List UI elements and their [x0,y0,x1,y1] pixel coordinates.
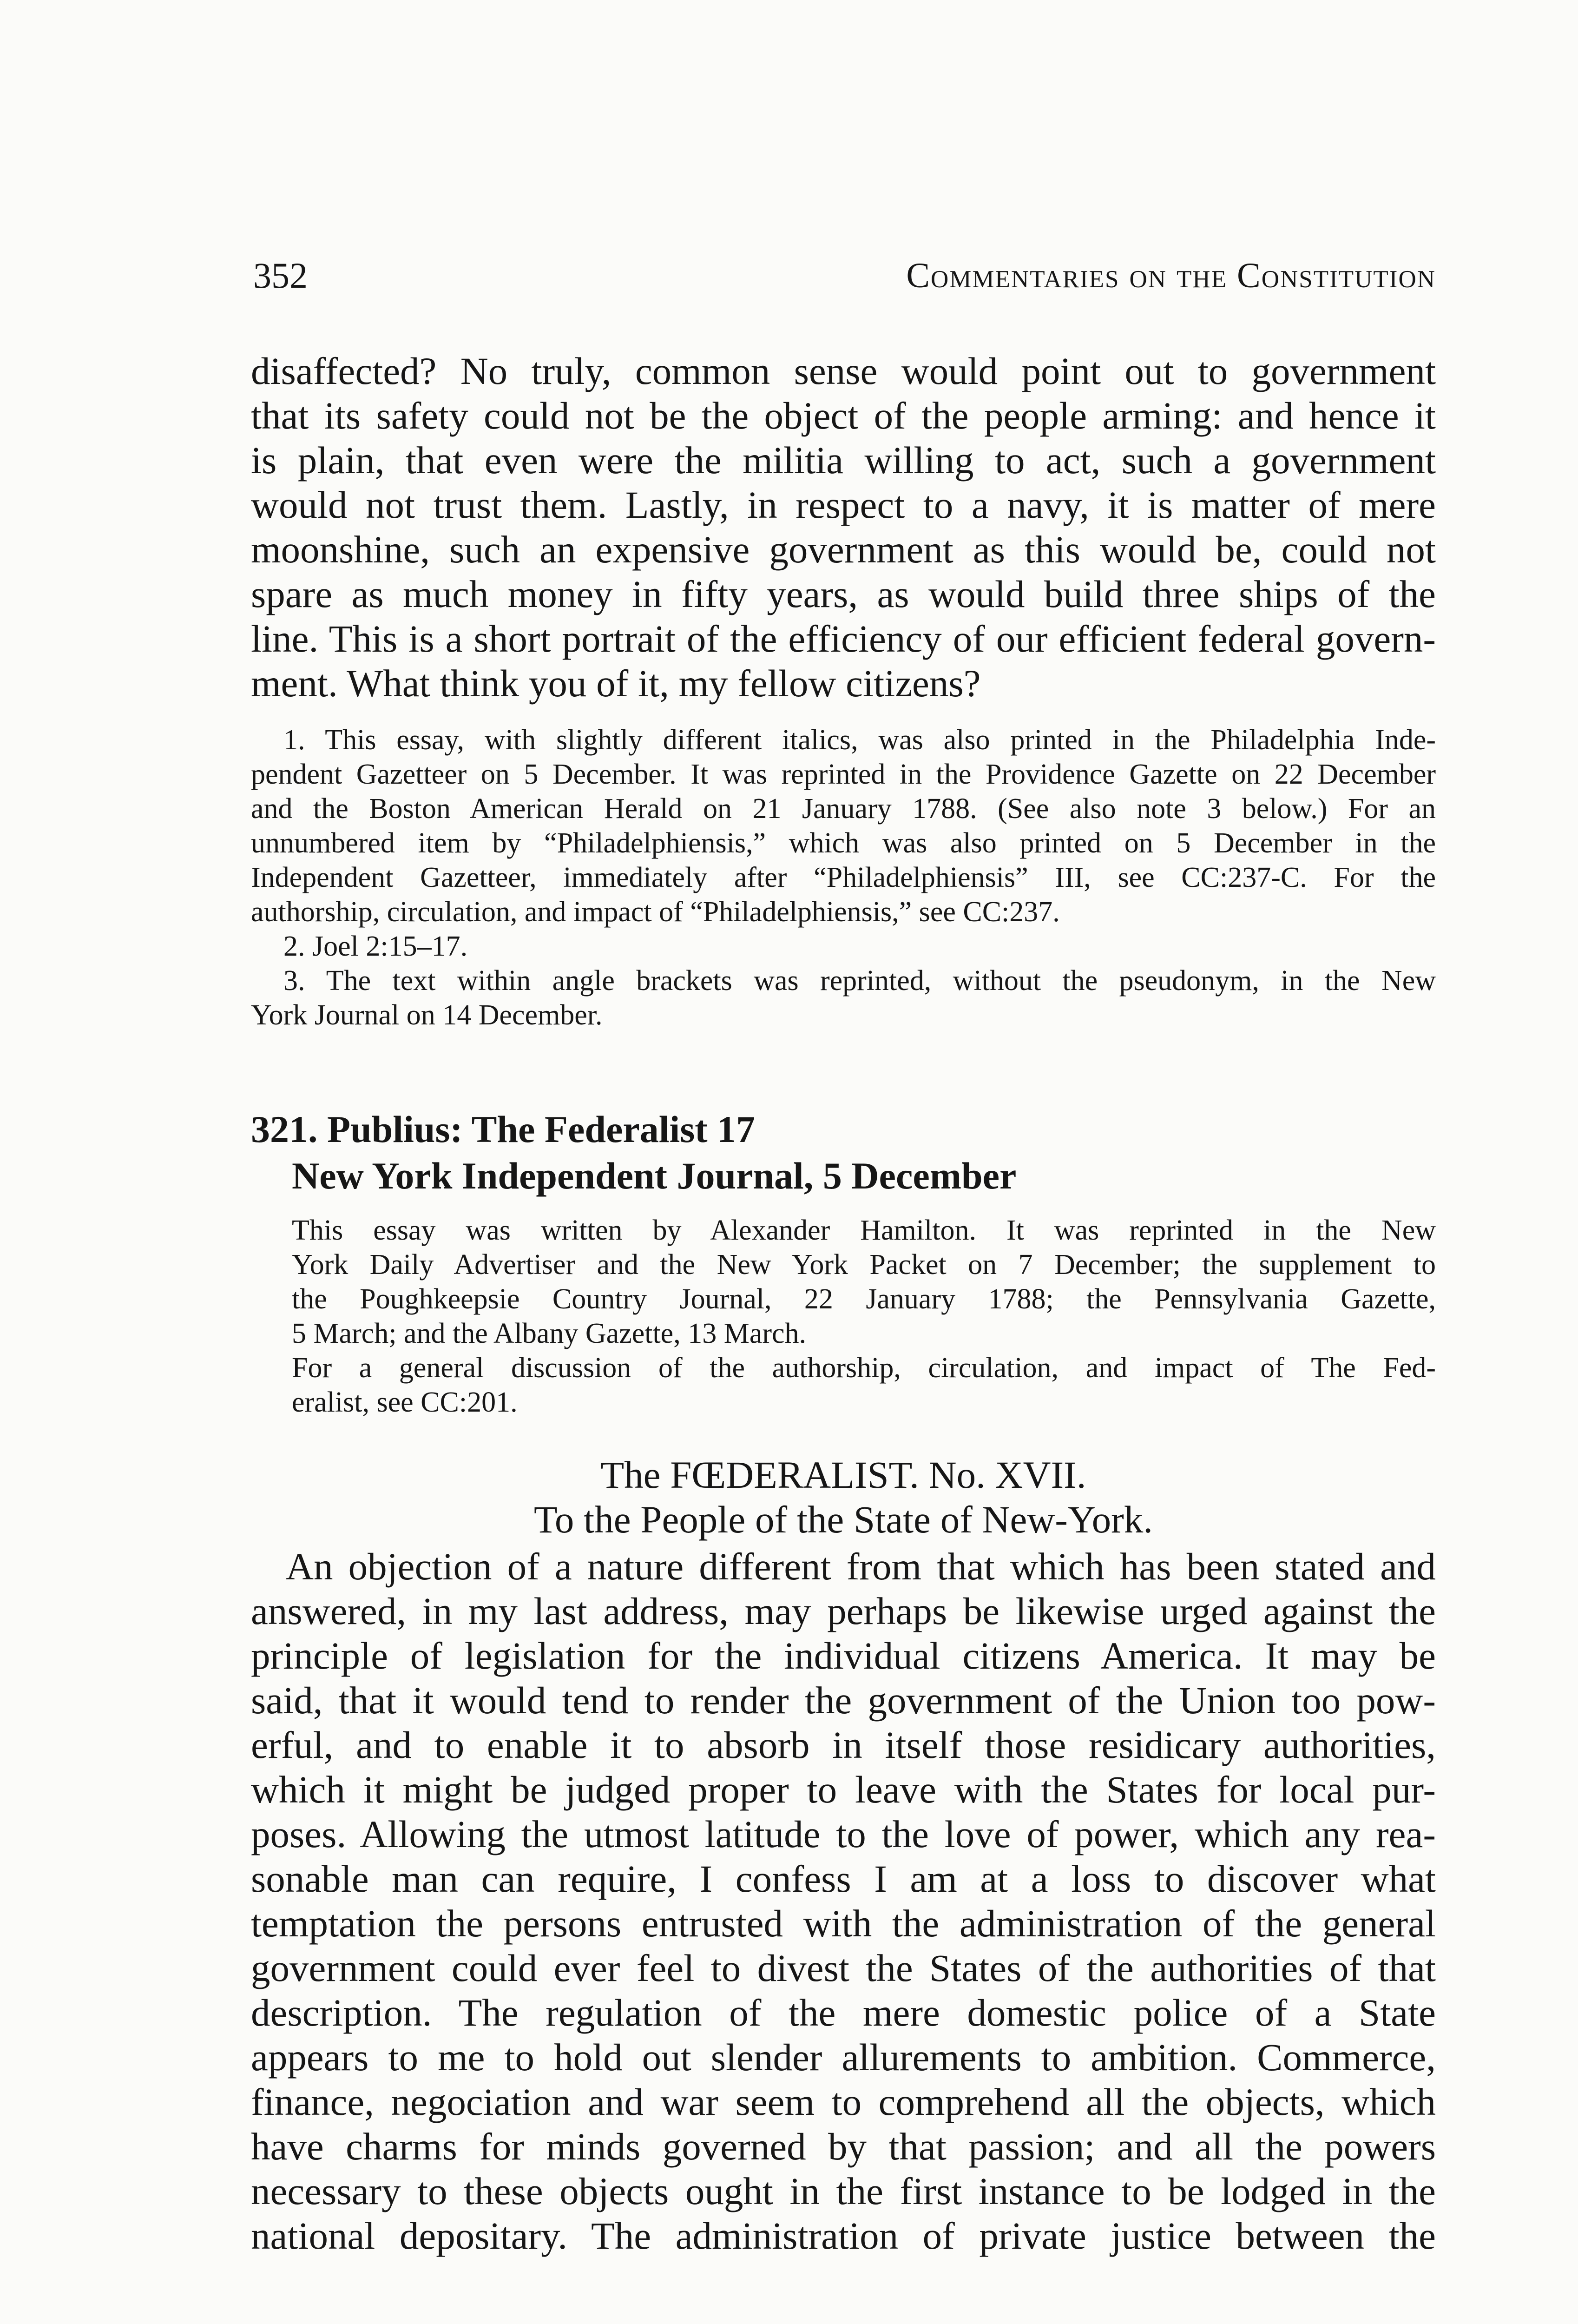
text-line: finance, negociation and war seem to comprehend all the objects, which [251,2080,1436,2123]
headnote-line: York Daily Advertiser and the New York Packet on 7 December; the supplement to [292,1249,1436,1281]
text-line: appears to me to hold out slender allurements to ambition. Commerce, [251,2036,1436,2079]
text-line: government could ever feel to divest the States of the authorities of that [251,1947,1436,1989]
text-line: which it might be judged proper to leave with the States for local pur- [251,1768,1436,1811]
text-line: poses. Allowing the utmost latitude to the love of power, which any rea- [251,1813,1436,1855]
text-line: ment. What think you of it, my fellow citizens? [251,662,981,705]
headnote-line: 5 March; and the Albany Gazette, 13 March. [292,1318,807,1349]
footnote-line: 1. This essay, with slightly different italics, was also printed in the Philadelphia Inde- [283,724,1436,756]
essay-title-line: The FŒDERALIST. No. XVII. [600,1453,1086,1496]
text-line: line. This is a short portrait of the efficiency of our efficient federal govern- [251,617,1436,660]
text-line: is plain, that even were the militia willing to act, such a government [251,439,1436,482]
document-source: New York Independent Journal, 5 December [292,1155,1017,1197]
footnote-line: 2. Joel 2:15–17. [283,931,468,962]
text-line: necessary to these objects ought in the first instance to be lodged in the [251,2170,1436,2212]
headnote [251,1213,1436,1419]
headnote-line: For a general discussion of the authorship, circulation, and impact of The Fed- [292,1352,1436,1384]
footnote-line: authorship, circulation, and impact of “Philadelphiensis,” see CC:237. [251,896,1060,928]
footnote-line: Independent Gazetteer, immediately after “Philadelphiensis” III, see CC:237-C. For the [251,862,1436,893]
essay-address-line: To the People of the State of New-York. [534,1498,1153,1541]
text-line: disaffected? No truly, common sense would point out to government [251,350,1436,392]
footnote-line: unnumbered item by “Philadelphiensis,” which was also printed on 5 December in the [251,827,1436,859]
text-line: erful, and to enable it to absorb in itself those residicary authorities, [251,1723,1436,1766]
headnote-line: eralist, see CC:201. [292,1386,518,1418]
essay-title [251,1452,1436,1542]
page-number: 352 [253,255,308,296]
footnotes [251,723,1436,1032]
document-heading [251,1106,1436,1199]
running-title: Commentaries on the Constitution [906,256,1436,295]
text-line: would not trust them. Lastly, in respect to a navy, it is matter of mere [251,483,1436,526]
footnote-line: 3. The text within angle brackets was reprinted, without the pseudonym, in the New [283,965,1436,997]
document-number-title: 321. Publius: The Federalist 17 [251,1108,756,1150]
text-line: principle of legislation for the individual citizens America. It may be [251,1634,1436,1677]
headnote-line: This essay was written by Alexander Hamilton. It was reprinted in the New [292,1215,1436,1246]
footnote-line: York Journal on 14 December. [251,999,603,1031]
text-line: sonable man can require, I confess I am at a loss to discover what [251,1857,1436,1900]
text-line: temptation the persons entrusted with the administration of the general [251,1902,1436,1945]
essay-body [251,1544,1436,2258]
text-line: answered, in my last address, may perhaps be likewise urged against the [251,1590,1436,1632]
text-line: An objection of a nature different from that which has been stated and [286,1545,1436,1588]
headnote-line: the Poughkeepsie Country Journal, 22 January 1788; the Pennsylvania Gazette, [292,1283,1436,1315]
text-line: have charms for minds governed by that passion; and all the powers [251,2125,1436,2168]
text-line: national depositary. The administration of private justice between the [251,2214,1436,2257]
text-line: spare as much money in fifty years, as would build three ships of the [251,573,1436,615]
text-line: moonshine, such an expensive government as this would be, could not [251,528,1436,571]
continued-essay-text [251,349,1436,706]
text-line: description. The regulation of the mere domestic police of a State [251,1991,1436,2034]
page-header [253,255,1436,297]
text-line: that its safety could not be the object of the people arming: and hence it [251,394,1436,437]
footnote-line: pendent Gazetteer on 5 December. It was reprinted in the Providence Gazette on 22 December [251,759,1436,790]
text-line: said, that it would tend to render the government of the Union too pow- [251,1679,1436,1722]
footnote-line: and the Boston American Herald on 21 January 1788. (See also note 3 below.) For an [251,793,1436,825]
